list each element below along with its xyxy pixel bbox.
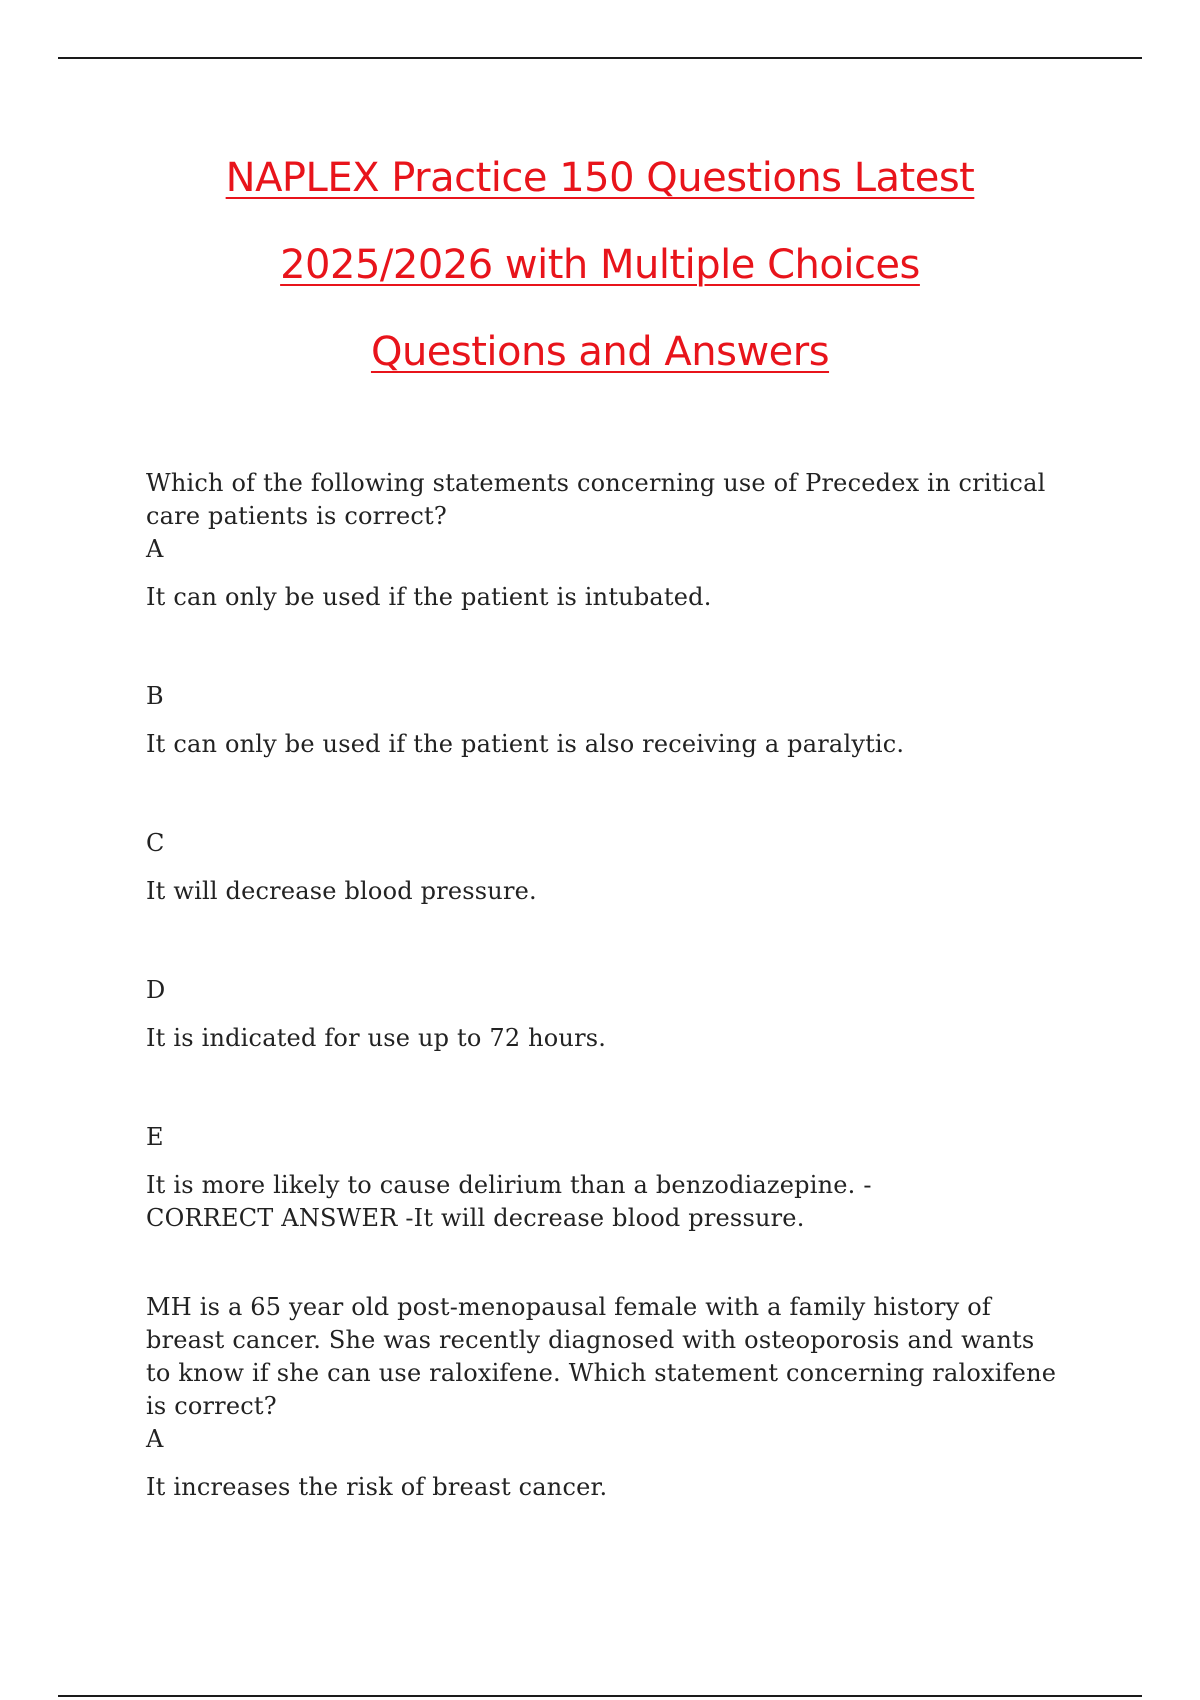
choice-c	[146, 827, 1066, 908]
question-text: MH is a 65 year old post-menopausal female with a family history of breast cancer. She was recently diagnosed with osteoporosis and wants to know if she can use raloxifene. Which statement concerning raloxifene is correct?	[146, 1293, 1057, 1420]
choice-text: It increases the risk of breast cancer.	[146, 1473, 608, 1501]
question-block-1	[146, 467, 1066, 1235]
choice-a	[146, 533, 1066, 614]
choice-text: It will decrease blood pressure.	[146, 877, 537, 905]
question-text: Which of the following statements concerning use of Precedex in critical care patients is correct?	[146, 469, 1046, 530]
choice-text: It can only be used if the patient is intubated.	[146, 583, 712, 611]
footer-rule	[58, 1695, 1142, 1697]
choice-e	[146, 1121, 1066, 1235]
choice-a	[146, 1423, 1066, 1504]
choice-text: It is indicated for use up to 72 hours.	[146, 1024, 607, 1052]
document-title	[60, 135, 1140, 396]
title-line-2: 2025/2026 with Multiple Choices	[280, 242, 920, 288]
question-block-2	[146, 1291, 1066, 1504]
choice-b	[146, 680, 1066, 761]
title-line-3: Questions and Answers	[370, 329, 830, 375]
choice-letter: A	[146, 1425, 164, 1453]
choice-letter: B	[146, 682, 164, 710]
choice-letter: E	[146, 1123, 164, 1151]
choice-text: It can only be used if the patient is also receiving a paralytic.	[146, 730, 905, 758]
choice-d	[146, 974, 1066, 1055]
title-line-1: NAPLEX Practice 150 Questions Latest	[225, 155, 975, 201]
header-rule	[58, 57, 1142, 59]
document-body	[146, 467, 1066, 1504]
choice-letter: A	[146, 535, 164, 563]
choice-letter: D	[146, 976, 166, 1004]
choice-text: It is more likely to cause delirium than a benzodiazepine. - CORRECT ANSWER -It will decrease blood pressure.	[146, 1171, 872, 1232]
choice-letter: C	[146, 829, 165, 857]
